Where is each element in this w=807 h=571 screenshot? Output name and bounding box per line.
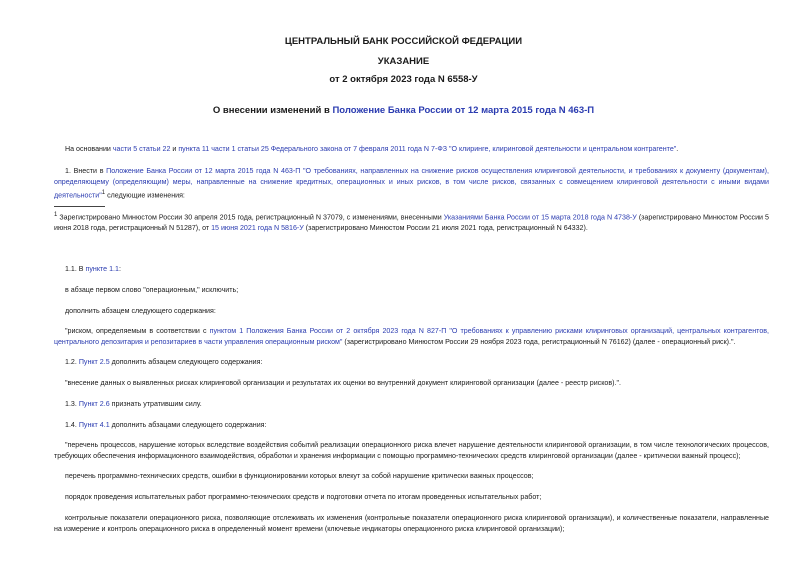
doc-date-heading: от 2 октября 2023 года N 6558-У [329,74,478,85]
law-link-7fz[interactable]: пункта 11 части 1 статьи 25 Федерального закона от 7 февраля 2011 года N 7-ФЗ "О клиринге, клиринговой деятельности и центральном контрагенте" [178,145,677,153]
doc-type-heading: УКАЗАНИЕ [377,56,430,67]
footnote [54,210,769,234]
intro-text-1: На основании [65,145,113,153]
p1-text-2: следующие изменения: [105,191,185,200]
clause-1-1-link[interactable]: пункте 1.1 [85,265,119,273]
org-heading: ЦЕНТРАЛЬНЫЙ БАНК РОССИЙСКОЙ ФЕДЕРАЦИИ [284,36,523,47]
intro-paragraph [54,144,769,155]
law-link-part5-art22[interactable]: части 5 статьи 22 [112,145,171,153]
p11c-text-2: (зарегистрировано Минюстом России 29 ноября 2023 года, регистрационный N 76162) (далее - операционный риск).". [342,338,736,346]
footnote-text-2: (зарегистрировано Минюстом России 5 июня 2018 года, регистрационный N 51287), от [54,213,770,233]
p11-text-2: : [118,265,121,273]
p11-text-1: 1.1. В [65,265,86,273]
p12-text-1: 1.2. [65,358,79,366]
clause-2-5-link[interactable]: Пункт 2.5 [78,358,110,366]
paragraph-1-3 [54,399,769,410]
p1-text-1: 1. Внести в [65,167,107,175]
paragraph-1-4-d: контрольные показатели операционного риска, позволяющие отслеживать их изменения (контрольные показатели операционного риска клиринговой организации), и количественные показатели, направленные на измерение и контроль операционного риска в определенный момент времени (ключевые индикаторы операционного риска клиринговой организации); [54,514,769,533]
intro-text-3: . [676,145,679,153]
footnote-divider [54,206,105,207]
regulation-463p-full-link[interactable]: Положение Банка России от 12 марта 2015 года N 463-П "О требованиях, направленных на снижение рисков осуществления клиринговой деятельности, и требованиях к документу (документам), определяющему (определяющим) меры, направленные на снижение кредитных, операционных и иных рисков, в том числе рисков, связанных с совмещением клиринговой деятельности с иными видами деятельности" [54,167,769,200]
footnote-mark: 1 [54,212,58,218]
p14-text-2: дополнить абзацами следующего содержания: [109,421,267,429]
paragraph-1-4 [54,420,769,431]
paragraph-1-1-c [54,326,769,348]
clause-4-1-link[interactable]: Пункт 4.1 [78,421,110,429]
p14-text-1: 1.4. [65,421,79,429]
footnote-text-3: (зарегистрировано Минюстом России 21 июля 2021 года, регистрационный N 64332). [303,224,588,233]
paragraph-1-4-b: перечень программно-технических средств, ошибки в функционировании которых влекут за собой нарушение критически важных процессов; [65,472,534,480]
paragraph-1-2 [54,357,769,368]
p11c-text-1: "риском, определяемым в соответствии с [65,327,210,335]
doc-title [0,105,807,116]
paragraph-1-1 [54,264,769,275]
paragraph-1-4-c: порядок проведения испытательных работ программно-технических средств и подготовки отчета по итогам проведенных испытательных работ; [65,493,542,501]
intro-text-2: и [170,145,179,153]
p13-text-1: 1.3. [65,400,79,408]
clause-2-6-link[interactable]: Пункт 2.6 [78,400,110,408]
p12-text-2: дополнить абзацем следующего содержания: [109,358,263,366]
p13-text-2: признать утратившим силу. [109,400,202,408]
footnote-ref[interactable]: 1 [101,190,106,196]
paragraph-1-1-b: дополнить абзацем следующего содержания: [65,307,216,315]
footnote-text-1: Зарегистрировано Минюстом России 30 апреля 2015 года, регистрационный N 37079, с изменениями, внесенными [57,213,444,222]
paragraph-1-2-a: "внесение данных о выявленных рисках клиринговой организации и результатах их оценки во внутренний документ клиринговой организации (далее - реестр рисков).". [65,379,621,387]
directive-4738u-link[interactable]: Указаниями Банка России от 15 марта 2018 года N 4738-У [443,213,637,222]
regulation-827p-link[interactable]: пунктом 1 Положения Банка России от 2 октября 2023 года N 827-П "О требованиях к управлению рисками клиринговых организаций, центральных контрагентов, центрального депозитария и репозитариев в части управления операционным риском" [54,327,770,346]
paragraph-1 [54,166,769,201]
doc-title-prefix: О внесении изменений в [212,105,333,116]
directive-5816u-link[interactable]: 15 июня 2021 года N 5816-У [211,224,304,233]
paragraph-1-1-a: в абзаце первом слово "операционным," исключить; [65,286,239,294]
paragraph-1-4-a: "перечень процессов, нарушение которых вследствие воздействия событий реализации операционного риска влечет нарушение деятельности клиринговой организации, в том числе технологических процессов, требующих обеспечения информационного взаимодействия, обработки и хранения информации с помощью программно-технических средств клиринговой организации (далее - критически важный процесс); [54,441,769,460]
regulation-463p-link[interactable]: Положение Банка России от 12 марта 2015 года N 463-П [332,105,595,116]
